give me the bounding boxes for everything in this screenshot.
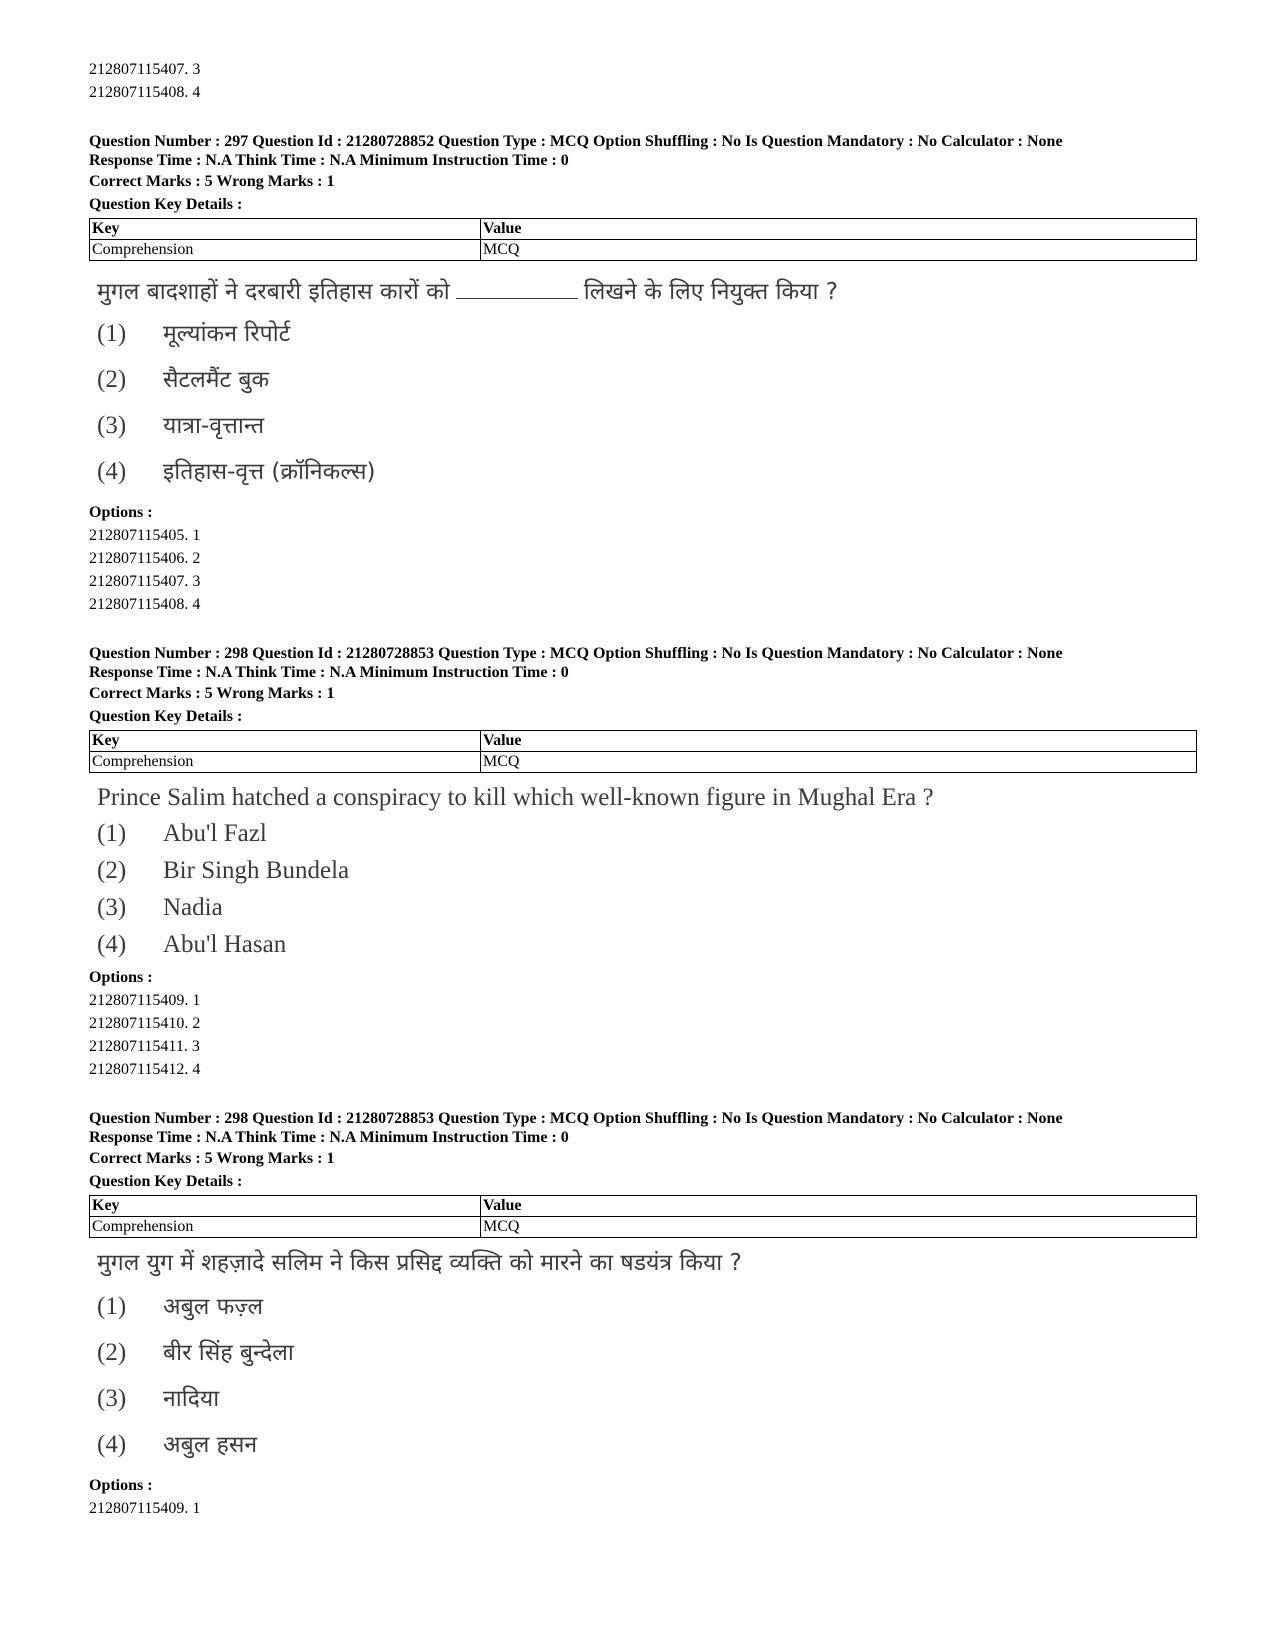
choice-number: (2) (97, 857, 127, 884)
question-block-298-english (89, 644, 1197, 1081)
table-row (90, 752, 1197, 773)
choice-label: Abu'l Hasan (163, 931, 287, 958)
option-line: 212807115411. 3 (89, 1038, 200, 1055)
choice-item (97, 455, 1197, 489)
table-cell-value: MCQ (481, 1217, 1197, 1238)
key-details-label: Question Key Details : (89, 708, 243, 725)
question-text-part-a: मुगल बादशाहों ने दरबारी इतिहास कारों को (97, 279, 450, 305)
choice-number: (2) (97, 366, 127, 393)
table-header-key: Key (90, 1196, 481, 1217)
key-details-table (89, 730, 1197, 773)
table-cell-value: MCQ (481, 240, 1197, 261)
choice-item (97, 817, 1197, 851)
choice-item (97, 317, 1197, 351)
fill-in-blank (456, 297, 578, 299)
question-text: मुगल युग में शहज़ादे सलिम ने किस प्रसिद्द व्यक्ति को मारने का षडयंत्र किया ? (97, 1250, 742, 1276)
key-details-label: Question Key Details : (89, 196, 243, 213)
previous-options-list (89, 58, 1197, 104)
question-marks: Correct Marks : 5 Wrong Marks : 1 (89, 173, 335, 190)
option-line: 212807115408. 4 (89, 84, 201, 101)
choice-label: Bir Singh Bundela (163, 857, 350, 884)
question-image (97, 275, 1197, 489)
table-header-value: Value (481, 1196, 1197, 1217)
options-label: Options : (89, 969, 153, 986)
question-image (97, 1246, 1197, 1462)
option-line: 212807115410. 2 (89, 1015, 201, 1032)
question-header: Question Number : 298 Question Id : 21280728853 Question Type : MCQ Option Shuffling : No Is Question Mandatory : No Calculator : None (89, 1110, 1063, 1127)
choice-number: (3) (97, 412, 127, 439)
choice-number: (1) (97, 320, 127, 347)
choice-number: (1) (97, 820, 127, 847)
question-marks: Correct Marks : 5 Wrong Marks : 1 (89, 1150, 335, 1167)
option-line: 212807115407. 3 (89, 573, 201, 590)
choice-number: (1) (97, 1293, 127, 1320)
option-line: 212807115405. 1 (89, 527, 201, 544)
question-block-297 (89, 132, 1197, 616)
choice-number: (4) (97, 931, 127, 958)
question-timing: Response Time : N.A Think Time : N.A Minimum Instruction Time : 0 (89, 664, 569, 681)
table-row (90, 1217, 1197, 1238)
choice-number: (2) (97, 1339, 127, 1366)
question-image (97, 781, 1197, 962)
question-marks: Correct Marks : 5 Wrong Marks : 1 (89, 685, 335, 702)
option-line: 212807115409. 1 (89, 992, 201, 1009)
options-label: Options : (89, 504, 153, 521)
key-details-table (89, 1195, 1197, 1238)
question-timing: Response Time : N.A Think Time : N.A Minimum Instruction Time : 0 (89, 152, 569, 169)
table-cell-key: Comprehension (90, 240, 481, 261)
choice-item (97, 891, 1197, 925)
choice-label: अबुल फज़्ल (163, 1294, 264, 1320)
table-cell-key: Comprehension (90, 1217, 481, 1238)
choice-number: (3) (97, 1385, 127, 1412)
choice-item (97, 363, 1197, 397)
choice-item (97, 1428, 1197, 1462)
choice-item (97, 409, 1197, 443)
table-header-key: Key (90, 219, 481, 240)
choice-item (97, 1336, 1197, 1370)
choice-item (97, 1382, 1197, 1416)
choice-label: यात्रा-वृत्तान्त (163, 413, 265, 439)
choice-label: Abu'l Fazl (163, 820, 267, 847)
key-details-label: Question Key Details : (89, 1173, 243, 1190)
question-block-298-hindi (89, 1109, 1197, 1520)
choice-number: (4) (97, 458, 127, 485)
question-header: Question Number : 298 Question Id : 21280728853 Question Type : MCQ Option Shuffling : No Is Question Mandatory : No Calculator : None (89, 645, 1063, 662)
choice-item (97, 928, 1197, 962)
choice-item (97, 1290, 1197, 1324)
table-cell-value: MCQ (481, 752, 1197, 773)
choice-label: बीर सिंह बुन्देला (163, 1340, 294, 1366)
question-header: Question Number : 297 Question Id : 21280728852 Question Type : MCQ Option Shuffling : No Is Question Mandatory : No Calculator : None (89, 133, 1063, 150)
table-cell-key: Comprehension (90, 752, 481, 773)
options-label: Options : (89, 1477, 153, 1494)
choice-number: (4) (97, 1431, 127, 1458)
option-line: 212807115407. 3 (89, 61, 201, 78)
option-line: 212807115408. 4 (89, 596, 201, 613)
table-header-value: Value (481, 219, 1197, 240)
table-header-value: Value (481, 731, 1197, 752)
choice-label: नादिया (163, 1386, 220, 1412)
question-timing: Response Time : N.A Think Time : N.A Minimum Instruction Time : 0 (89, 1129, 569, 1146)
choice-number: (3) (97, 894, 127, 921)
choice-label: Nadia (163, 894, 223, 921)
question-text: Prince Salim hatched a conspiracy to kill which well-known figure in Mughal Era ? (97, 784, 934, 811)
option-line: 212807115409. 1 (89, 1500, 201, 1517)
table-row (90, 240, 1197, 261)
question-text-part-b: लिखने के लिए नियुक्त किया ? (583, 279, 839, 305)
option-line: 212807115412. 4 (89, 1061, 201, 1078)
table-header-key: Key (90, 731, 481, 752)
option-line: 212807115406. 2 (89, 550, 201, 567)
question-text (97, 275, 1197, 309)
document-page (89, 58, 1197, 1520)
choice-label: अबुल हसन (163, 1432, 258, 1458)
key-details-table (89, 218, 1197, 261)
choice-label: इतिहास-वृत्त (क्रॉनिकल्स) (163, 459, 376, 485)
choice-label: सैटलमैंट बुक (163, 367, 270, 393)
choice-label: मूल्यांकन रिपोर्ट (163, 321, 291, 347)
choice-item (97, 854, 1197, 888)
